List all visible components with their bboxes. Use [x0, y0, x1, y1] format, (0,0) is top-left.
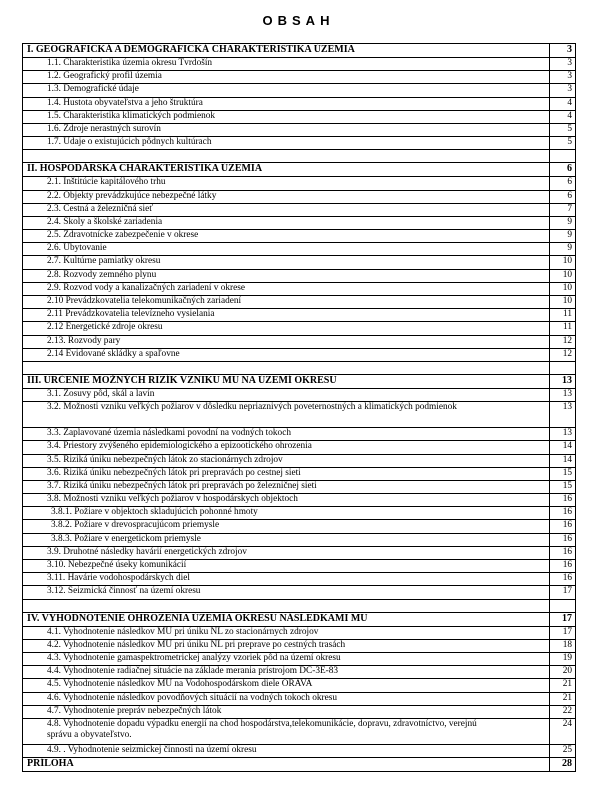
toc-entry [23, 428, 576, 441]
section-heading-page-number: 13 [550, 374, 576, 388]
toc-entry-title: 2.14 Evidované skládky a spaľovne [23, 348, 550, 361]
toc-entry-page-number: 16 [550, 573, 576, 586]
toc-entry-page-number: 5 [550, 137, 576, 150]
toc-entry-title: 2.8. Rozvody zemného plynu [23, 269, 550, 282]
toc-entry-page-number: 5 [550, 123, 576, 136]
toc-entry-title: 4.5. Vyhodnotenie následkov MU na Vodohospodárskom diele ORAVA [23, 679, 550, 692]
toc-entry [23, 388, 576, 401]
toc-entry-title: 4.6. Vyhodnotenie následkov povodňových situácií na vodných tokoch okresu [23, 692, 550, 705]
toc-entry-page-number: 13 [550, 402, 576, 428]
toc-entry-title: 3.11. Havárie vodohospodárskych diel [23, 573, 550, 586]
toc-entry-title: 2.3. Cestná a železničná sieť [23, 203, 550, 216]
toc-entry-page-number: 25 [550, 744, 576, 757]
spacer-cell [23, 150, 550, 163]
toc-entry-page-number: 21 [550, 692, 576, 705]
toc-entry-title: 2.11 Prevádzkovatelia televízneho vysielania [23, 309, 550, 322]
toc-entry-page-number: 13 [550, 428, 576, 441]
toc-entry-page-number: 3 [550, 58, 576, 71]
toc-entry-page-number: 18 [550, 639, 576, 652]
toc-entry [23, 560, 576, 573]
spacer-cell [550, 361, 576, 374]
toc-entry-page-number: 10 [550, 269, 576, 282]
toc-entry-page-number: 17 [550, 586, 576, 599]
toc-entry-title: 1.4. Hustota obyvateľstva a jeho štruktúra [23, 97, 550, 110]
toc-entry-page-number: 9 [550, 216, 576, 229]
toc-entry-page-number: 6 [550, 177, 576, 190]
toc-entry [23, 639, 576, 652]
spacer-row [23, 361, 576, 374]
toc-entry [23, 507, 576, 520]
toc-entry-page-number: 16 [550, 520, 576, 533]
toc-entry-title: 4.2. Vyhodnotenie následkov MU pri úniku NL pri preprave po cestných trasách [23, 639, 550, 652]
toc-entry-page-number: 3 [550, 71, 576, 84]
toc-entry [23, 546, 576, 559]
toc-entry [23, 626, 576, 639]
document-title: OBSAH [262, 13, 335, 28]
toc-entry-page-number: 11 [550, 322, 576, 335]
toc-entry-title: 1.6. Zdroje nerastných surovín [23, 123, 550, 136]
toc-entry-page-number: 6 [550, 190, 576, 203]
toc-entry-title: 1.7. Údaje o existujúcich pôdnych kultúrach [23, 137, 550, 150]
toc-entry-page-number: 12 [550, 335, 576, 348]
toc-entry [23, 533, 576, 546]
toc-entry-title: 3.4. Priestory zvýšeného epidemiologického a epizootického ohrozenia [23, 441, 550, 454]
appendix-heading-title: PRÍLOHA [23, 758, 550, 772]
toc-entry [23, 718, 576, 744]
toc-entry-page-number: 4 [550, 110, 576, 123]
toc-entry-page-number: 11 [550, 309, 576, 322]
toc-entry-page-number: 14 [550, 454, 576, 467]
toc-entry-title: 1.2. Geografický profil územia [23, 71, 550, 84]
toc-entry-title: 2.1. Inštitúcie kapitálového trhu [23, 177, 550, 190]
toc-entry [23, 454, 576, 467]
toc-entry-page-number: 10 [550, 282, 576, 295]
toc-entry [23, 282, 576, 295]
toc-entry [23, 322, 576, 335]
toc-entry [23, 110, 576, 123]
toc-entry [23, 520, 576, 533]
spacer-cell [23, 361, 550, 374]
section-heading [23, 374, 576, 388]
toc-entry-title: 4.9. . Vyhodnotenie seizmickej činnosti na území okresu [23, 744, 550, 757]
toc-entry-page-number: 16 [550, 494, 576, 507]
toc-entry-title: 1.1. Charakteristika územia okresu Tvrdošín [23, 58, 550, 71]
toc-entry-page-number: 16 [550, 546, 576, 559]
toc-entry [23, 586, 576, 599]
section-heading-title: I. GEOGRAFICKÁ A DEMOGRAFICKÁ CHARAKTERISTIKA ÚZEMIA [23, 44, 550, 58]
toc-entry-title: 1.3. Demografické údaje [23, 84, 550, 97]
toc-entry-title: 3.8.3. Požiare v energetickom priemysle [23, 533, 550, 546]
toc-entry-title: 2.6. Ubytovanie [23, 243, 550, 256]
toc-entry-page-number: 9 [550, 230, 576, 243]
toc-entry-title: 3.8.1. Požiare v objektoch skladujúcich pohonné hmoty [23, 507, 550, 520]
toc-entry [23, 652, 576, 665]
toc-entry-page-number: 4 [550, 97, 576, 110]
toc-entry [23, 666, 576, 679]
toc-entry-title: 4.8. Vyhodnotenie dopadu výpadku energií na chod hospodárstva,telekomunikácie, dopravu, zdravotníctvo, verejnú správu a obyvateľstvo. [23, 718, 550, 744]
toc-entry-page-number: 15 [550, 480, 576, 493]
toc-entry-title: 3.12. Seizmická činnosť na území okresu [23, 586, 550, 599]
toc-entry-title: 2.9. Rozvod vody a kanalizačných zariadení v okrese [23, 282, 550, 295]
spacer-cell [23, 599, 550, 612]
toc-entry [23, 348, 576, 361]
toc-entry [23, 97, 576, 110]
toc-entry [23, 467, 576, 480]
toc-entry [23, 243, 576, 256]
toc-entry [23, 269, 576, 282]
section-heading-title: III. URČENIE MOŽNÝCH RIZÍK VZNIKU MU NA ÚZEMÍ OKRESU [23, 374, 550, 388]
toc-entry [23, 335, 576, 348]
toc-entry-page-number: 22 [550, 705, 576, 718]
toc-entry-title: 3.8.2. Požiare v drevospracujúcom priemysle [23, 520, 550, 533]
toc-entry [23, 177, 576, 190]
toc-entry-title: 4.7. Vyhodnotenie prepráv nebezpečných látok [23, 705, 550, 718]
toc-entry-title: 3.2. Možnosti vzniku veľkých požiarov v dôsledku nepriaznivých poveternostných a klimatických podmienok [23, 402, 550, 428]
toc-entry [23, 705, 576, 718]
toc-entry-title: 4.1. Vyhodnotenie následkov MU pri úniku NL zo stacionárnych zdrojov [23, 626, 550, 639]
spacer-cell [550, 599, 576, 612]
toc-entry-page-number: 10 [550, 256, 576, 269]
toc-body [23, 44, 576, 772]
toc-entry-title: 2.7. Kultúrne pamiatky okresu [23, 256, 550, 269]
toc-entry-title: 2.5. Zdravotnícke zabezpečenie v okrese [23, 230, 550, 243]
toc-entry-title: 2.2. Objekty prevádzkujúce nebezpečné látky [23, 190, 550, 203]
spacer-row [23, 150, 576, 163]
toc-entry-page-number: 12 [550, 348, 576, 361]
section-heading-page-number: 17 [550, 612, 576, 626]
toc-entry-title: 2.13. Rozvody pary [23, 335, 550, 348]
toc-entry [23, 309, 576, 322]
toc-entry-title: 3.3. Zaplavované územia následkami povodní na vodných tokoch [23, 428, 550, 441]
toc-entry-page-number: 10 [550, 296, 576, 309]
section-heading [23, 163, 576, 177]
spacer-row [23, 599, 576, 612]
section-heading-title: IV. VYHODNOTENIE OHROZENIA ÚZEMIA OKRESU NÁSLEDKAMI MU [23, 612, 550, 626]
toc-entry [23, 84, 576, 97]
toc-entry-page-number: 17 [550, 626, 576, 639]
toc-entry-title: 3.10. Nebezpečné úseky komunikácií [23, 560, 550, 573]
toc-entry-title: 3.7. Riziká úniku nebezpečných látok pri prepravách po železničnej sieti [23, 480, 550, 493]
toc-entry-page-number: 19 [550, 652, 576, 665]
section-heading-title: II. HOSPODÁRSKA CHARAKTERISTIKA ÚZEMIA [23, 163, 550, 177]
toc-entry [23, 230, 576, 243]
toc-entry-title: 4.3. Vyhodnotenie gamaspektrometrickej analýzy vzoriek pôd na území okresu [23, 652, 550, 665]
section-heading [23, 612, 576, 626]
toc-entry-page-number: 7 [550, 203, 576, 216]
toc-entry [23, 71, 576, 84]
toc-entry-page-number: 15 [550, 467, 576, 480]
toc-entry-page-number: 3 [550, 84, 576, 97]
toc-entry-title: 1.5. Charakteristika klimatických podmienok [23, 110, 550, 123]
toc-entry-page-number: 21 [550, 679, 576, 692]
section-heading [23, 44, 576, 58]
toc-entry-title: 3.1. Zosuvy pôd, skál a lavín [23, 388, 550, 401]
toc-entry-title: 2.4. Školy a školské zariadenia [23, 216, 550, 229]
appendix-heading-page-number: 28 [550, 758, 576, 772]
section-heading-page-number: 3 [550, 44, 576, 58]
toc-entry-page-number: 20 [550, 666, 576, 679]
table-of-contents [22, 43, 576, 772]
toc-entry-page-number: 24 [550, 718, 576, 744]
toc-entry [23, 190, 576, 203]
toc-entry [23, 123, 576, 136]
toc-entry-page-number: 13 [550, 388, 576, 401]
toc-entry [23, 692, 576, 705]
toc-entry-title: 3.8. Možnosti vzniku veľkých požiarov v hospodárskych objektoch [23, 494, 550, 507]
toc-entry-page-number: 14 [550, 441, 576, 454]
toc-entry-page-number: 16 [550, 533, 576, 546]
toc-entry [23, 137, 576, 150]
toc-entry-title: 3.5. Riziká úniku nebezpečných látok zo stacionárnych zdrojov [23, 454, 550, 467]
toc-entry-page-number: 16 [550, 507, 576, 520]
toc-entry [23, 480, 576, 493]
toc-entry [23, 402, 576, 428]
toc-entry [23, 679, 576, 692]
toc-entry [23, 573, 576, 586]
toc-entry [23, 494, 576, 507]
toc-entry [23, 203, 576, 216]
toc-entry-title: 4.4. Vyhodnotenie radiačnej situácie na základe merania prístrojom DC-3E-83 [23, 666, 550, 679]
toc-entry-title: 3.9. Druhotné následky havárií energetických zdrojov [23, 546, 550, 559]
toc-entry [23, 441, 576, 454]
toc-entry-title: 2.10 Prevádzkovatelia telekomunikačných zariadení [23, 296, 550, 309]
toc-entry [23, 744, 576, 757]
toc-entry-title: 2.12 Energetické zdroje okresu [23, 322, 550, 335]
appendix-heading [23, 758, 576, 772]
toc-entry-page-number: 9 [550, 243, 576, 256]
toc-entry [23, 216, 576, 229]
spacer-cell [550, 150, 576, 163]
toc-entry-page-number: 16 [550, 560, 576, 573]
toc-entry [23, 296, 576, 309]
section-heading-page-number: 6 [550, 163, 576, 177]
toc-entry [23, 58, 576, 71]
toc-entry [23, 256, 576, 269]
toc-entry-title: 3.6. Riziká úniku nebezpečných látok pri prepravách po cestnej sieti [23, 467, 550, 480]
